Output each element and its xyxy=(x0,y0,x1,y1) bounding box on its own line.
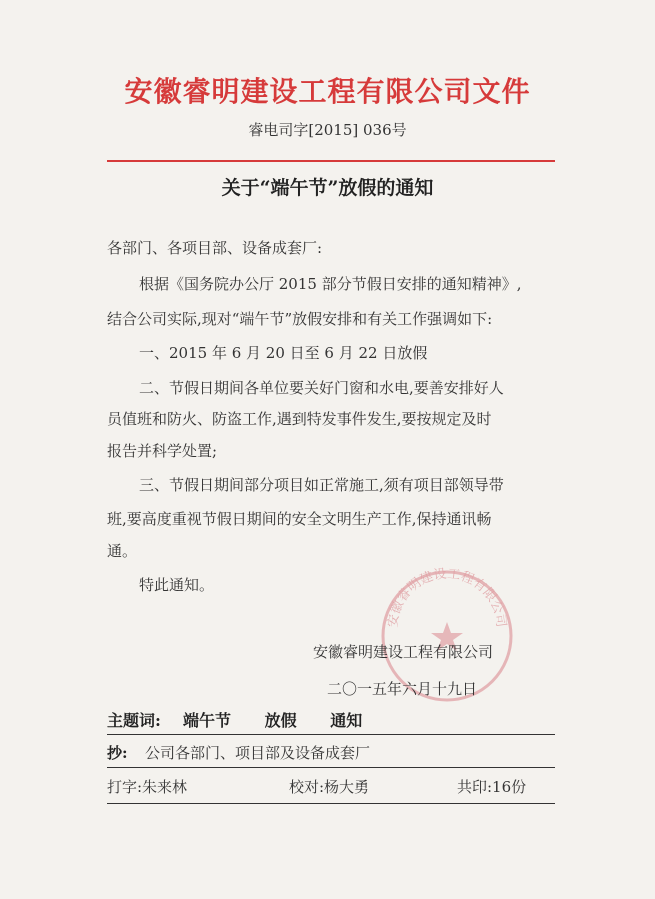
svg-text:安徽睿明建设工程有限公司 xyxy=(385,567,509,629)
cc-label: 抄: xyxy=(107,744,128,762)
body-line: 报告并科学处置; xyxy=(107,442,218,460)
footer-rule xyxy=(107,803,555,804)
typist: 打字:朱来林 xyxy=(107,778,188,796)
body-line: 结合公司实际,现对“端午节”放假安排和有关工作强调如下: xyxy=(107,310,493,328)
red-divider xyxy=(107,160,555,162)
notice-title: 关于“端午节”放假的通知 xyxy=(221,177,434,199)
body-line: 三、节假日期间部分项目如正常施工,须有项目部领导带 xyxy=(139,476,504,494)
subject-rule xyxy=(107,734,555,735)
body-line: 员值班和防火、防盗工作,遇到特发事件发生,要按规定及时 xyxy=(107,410,492,428)
subject-label: 主题词: xyxy=(107,711,161,730)
body-line: 根据《国务院办公厅 2015 部分节假日安排的通知精神》, xyxy=(139,275,522,293)
org-header-title: 安徽睿明建设工程有限公司文件 xyxy=(124,75,531,108)
closing-line: 特此通知。 xyxy=(139,576,215,594)
subject-keyword: 端午节 xyxy=(183,711,232,730)
cc-recipients: 公司各部门、项目部及设备成套厂 xyxy=(145,744,371,762)
proofreader: 校对:杨大勇 xyxy=(289,778,370,796)
signature-date: 二〇一五年六月十九日 xyxy=(327,680,478,698)
subject-keyword: 通知 xyxy=(330,711,363,730)
signature-company: 安徽睿明建设工程有限公司 xyxy=(313,643,494,661)
body-line: 一、2015 年 6 月 20 日至 6 月 22 日放假 xyxy=(139,344,428,362)
subject-keyword: 放假 xyxy=(264,711,297,730)
document-number: 睿电司字[2015] 036号 xyxy=(248,121,407,139)
body-line: 班,要高度重视节假日期间的安全文明生产工作,保持通讯畅 xyxy=(107,510,492,528)
seal-text: 安徽睿明建设工程有限公司 xyxy=(385,566,509,629)
body-line: 通。 xyxy=(107,542,138,560)
body-line: 二、节假日期间各单位要关好门窗和水电,要善安排好人 xyxy=(139,379,504,397)
addressee: 各部门、各项目部、设备成套厂: xyxy=(107,239,323,257)
cc-rule xyxy=(107,767,555,768)
subject-keywords xyxy=(183,708,390,731)
copies-count: 共印:16份 xyxy=(457,778,527,796)
